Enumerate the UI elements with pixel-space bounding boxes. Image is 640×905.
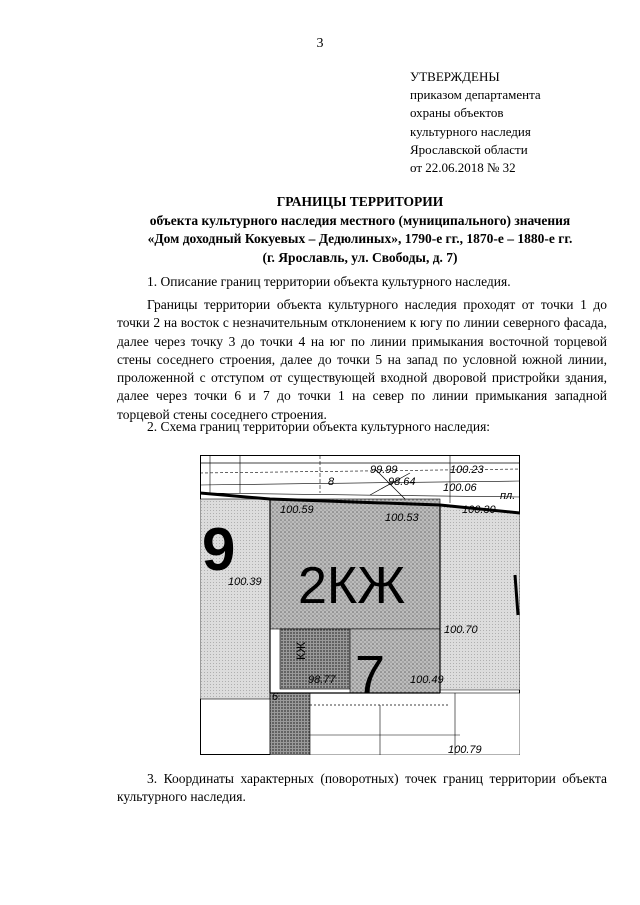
- page-number: 3: [316, 36, 324, 51]
- title-line: «Дом доходный Кокуевых – Дедюлиных», 1790-е гг., 1870-е – 1880-е гг.: [147, 231, 573, 246]
- title-line: (г. Ярославль, ул. Свободы, д. 7): [262, 249, 458, 265]
- elevation-label: 100.53: [385, 512, 419, 524]
- elevation-label: 100.49: [410, 674, 444, 686]
- elevation-label: пл.: [500, 490, 516, 502]
- approval-line: культурного наследия: [410, 123, 531, 139]
- parcel-east: [440, 505, 520, 690]
- title-line: объекта культурного наследия местного (муниципального) значения: [149, 212, 571, 228]
- approval-line: охраны объектов: [410, 105, 504, 121]
- elevation-label: 100.59: [280, 504, 314, 516]
- elevation-label: 100.39: [228, 576, 262, 588]
- document-title: [100, 193, 620, 267]
- section-1-body: Границы территории объекта культурного наследия проходят от точки 1 до точки 2 на восток с незначительным отклонением к югу по линии северного фасада, далее через точку 3 до точки 4 на юг по линии примыкания восточной торцевой стены соседнего строения, далее до точки 5 на запад по условной южной линии, проложенной с отступом от существующей входной дворовой пристройки здания, далее через точки 6 и 7 до точки 1 на север по линии примыкания западной торцевой стены соседнего строения.: [117, 297, 607, 422]
- elevation-label: 6: [272, 691, 279, 703]
- label-7: 7: [355, 645, 386, 705]
- elevation-label: 98.64: [388, 476, 416, 488]
- approval-line: Ярославской области: [410, 141, 528, 157]
- elevation-label: 8: [328, 476, 335, 488]
- section-1-heading: 1. Описание границ территории объекта культурного наследия.: [147, 274, 511, 289]
- elevation-label: 100.70: [444, 624, 478, 636]
- elevation-label: 100.30: [462, 504, 496, 516]
- approval-line: от 22.06.2018 № 32: [410, 160, 516, 176]
- section-2-heading: 2. Схема границ территории объекта культурного наследия:: [147, 419, 491, 434]
- approval-stamp: [410, 68, 541, 177]
- elevation-label: 100.23: [450, 464, 484, 476]
- elevation-label: 100.79: [448, 744, 482, 755]
- approval-line: приказом департамента: [410, 87, 541, 103]
- approval-line: УТВЕРЖДЕНЫ: [410, 69, 500, 84]
- label-9: 9: [202, 516, 236, 583]
- title-line: ГРАНИЦЫ ТЕРРИТОРИИ: [276, 194, 444, 209]
- label-kzh: КЖ: [294, 641, 308, 660]
- elevation-label: 98.77: [308, 674, 336, 686]
- label-2kzh: 2КЖ: [298, 557, 406, 615]
- section-3-heading: 3. Координаты характерных (поворотных) точек границ территории объекта культурного наследия.: [117, 771, 607, 805]
- boundary-map: [200, 455, 520, 755]
- elevation-label: 100.06: [443, 482, 477, 494]
- elevation-label: 99.99: [370, 464, 398, 476]
